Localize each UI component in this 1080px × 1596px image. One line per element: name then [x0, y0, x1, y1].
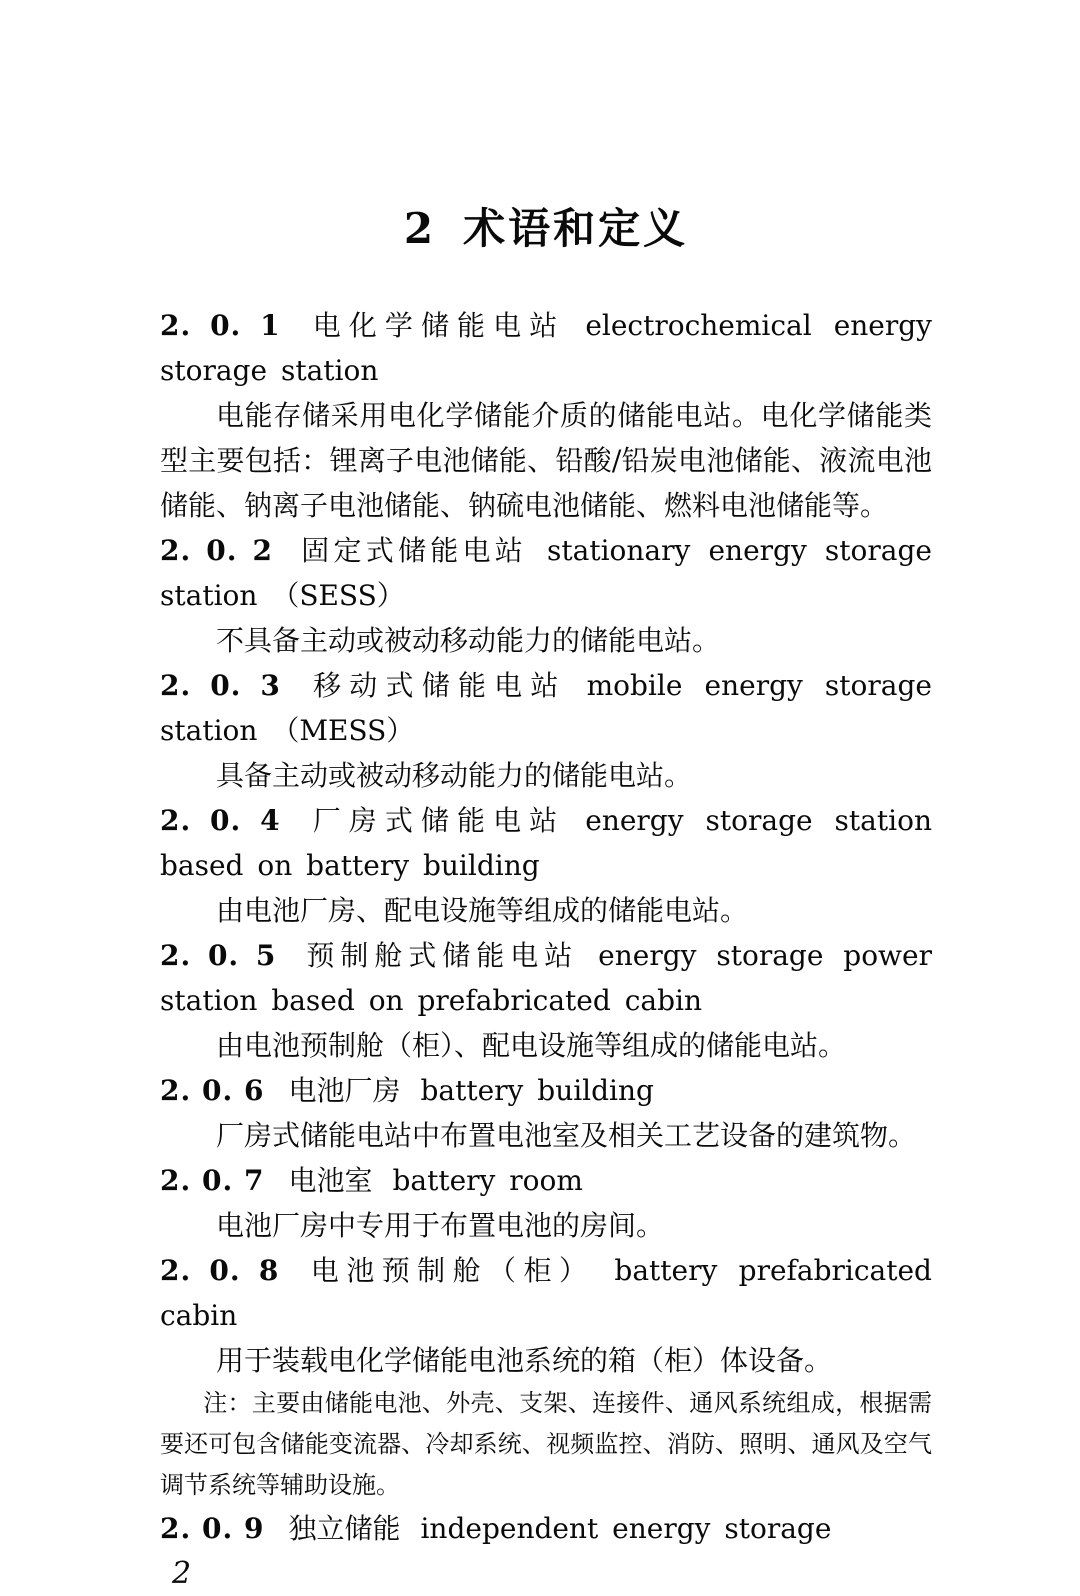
term-heading: [160, 798, 932, 888]
term-heading: [160, 528, 932, 618]
term-name-en: independent energy storage: [420, 1512, 832, 1545]
term-number: 2. 0. 5: [160, 939, 277, 972]
term-number: 2. 0. 9: [160, 1512, 265, 1545]
term-name-en: stationary energy storage station （SESS）: [160, 534, 932, 612]
term-entry: [160, 303, 932, 528]
term-heading: [160, 1506, 932, 1551]
chapter-title-text: 术语和定义: [463, 204, 689, 253]
term-number: 2. 0. 4: [160, 804, 281, 837]
term-definition: 用于装载电化学储能电池系统的箱（柜）体设备。: [216, 1344, 833, 1377]
term-definition: 具备主动或被动移动能力的储能电站。: [216, 759, 693, 792]
term-entry: [160, 663, 932, 798]
term-entry: [160, 1158, 932, 1248]
chapter-number: 2: [403, 204, 434, 253]
term-heading: [160, 1158, 932, 1203]
term-entry: [160, 933, 932, 1068]
term-entry: [160, 1248, 932, 1506]
term-entry: [160, 1506, 932, 1551]
term-definition: 电池厂房中专用于布置电池的房间。: [216, 1209, 665, 1242]
term-name-en: energy storage station based on battery building: [160, 804, 932, 882]
term-heading: [160, 933, 932, 1023]
term-name-zh: 电池室: [288, 1164, 373, 1197]
term-entry: [160, 1068, 932, 1158]
term-name-zh: 电化学储能电站: [304, 309, 566, 342]
term-entry: [160, 798, 932, 933]
term-number: 2. 0. 2: [160, 534, 273, 567]
term-name-en: battery prefabricated cabin: [160, 1254, 932, 1332]
term-number: 2. 0. 1: [160, 309, 281, 342]
term-heading: [160, 303, 932, 393]
term-name-en: mobile energy storage station （MESS）: [160, 669, 932, 747]
term-number: 2. 0. 8: [160, 1254, 280, 1287]
term-entry: [160, 528, 932, 663]
page-number: 2: [172, 1556, 192, 1591]
term-name-zh: 独立储能: [288, 1512, 401, 1545]
term-definition: 厂房式储能电站中布置电池室及相关工艺设备的建筑物。: [216, 1119, 917, 1152]
term-name-zh: 电池预制舱（柜）: [303, 1254, 595, 1287]
term-name-en: battery building: [420, 1074, 654, 1107]
term-name-en: battery room: [392, 1164, 583, 1197]
term-note: 注：主要由储能电池、外壳、支架、连接件、通风系统组成，根据需要还可包含储能变流器、冷却系统、视频监控、消防、照明、通风及空气调节系统等辅助设施。: [160, 1389, 932, 1499]
term-number: 2. 0. 7: [160, 1164, 265, 1197]
term-name-zh: 电池厂房: [288, 1074, 401, 1107]
term-name-zh: 移动式储能电站: [304, 669, 567, 702]
term-name-en: energy storage power station based on prefabricated cabin: [160, 939, 932, 1017]
term-name-zh: 预制舱式储能电站: [300, 939, 579, 972]
term-name-zh: 固定式储能电站: [296, 534, 527, 567]
term-name-zh: 厂房式储能电站: [304, 804, 566, 837]
term-number: 2. 0. 3: [160, 669, 281, 702]
term-heading: [160, 663, 932, 753]
term-name-en: electrochemical energy storage station: [160, 309, 932, 387]
term-definition: 由电池预制舱（柜）、配电设施等组成的储能电站。: [216, 1029, 847, 1062]
term-heading: [160, 1248, 932, 1338]
terms-list: [160, 303, 932, 1551]
term-definition: 由电池厂房、配电设施等组成的储能电站。: [216, 894, 749, 927]
term-definition: 电能存储采用电化学储能介质的储能电站。电化学储能类型主要包括：锂离子电池储能、铅酸/铅炭电池储能、液流电池储能、钠离子电池储能、钠硫电池储能、燃料电池储能等。: [160, 399, 932, 522]
chapter-title: [160, 205, 932, 253]
term-definition: 不具备主动或被动移动能力的储能电站。: [216, 624, 721, 657]
term-number: 2. 0. 6: [160, 1074, 265, 1107]
term-heading: [160, 1068, 932, 1113]
